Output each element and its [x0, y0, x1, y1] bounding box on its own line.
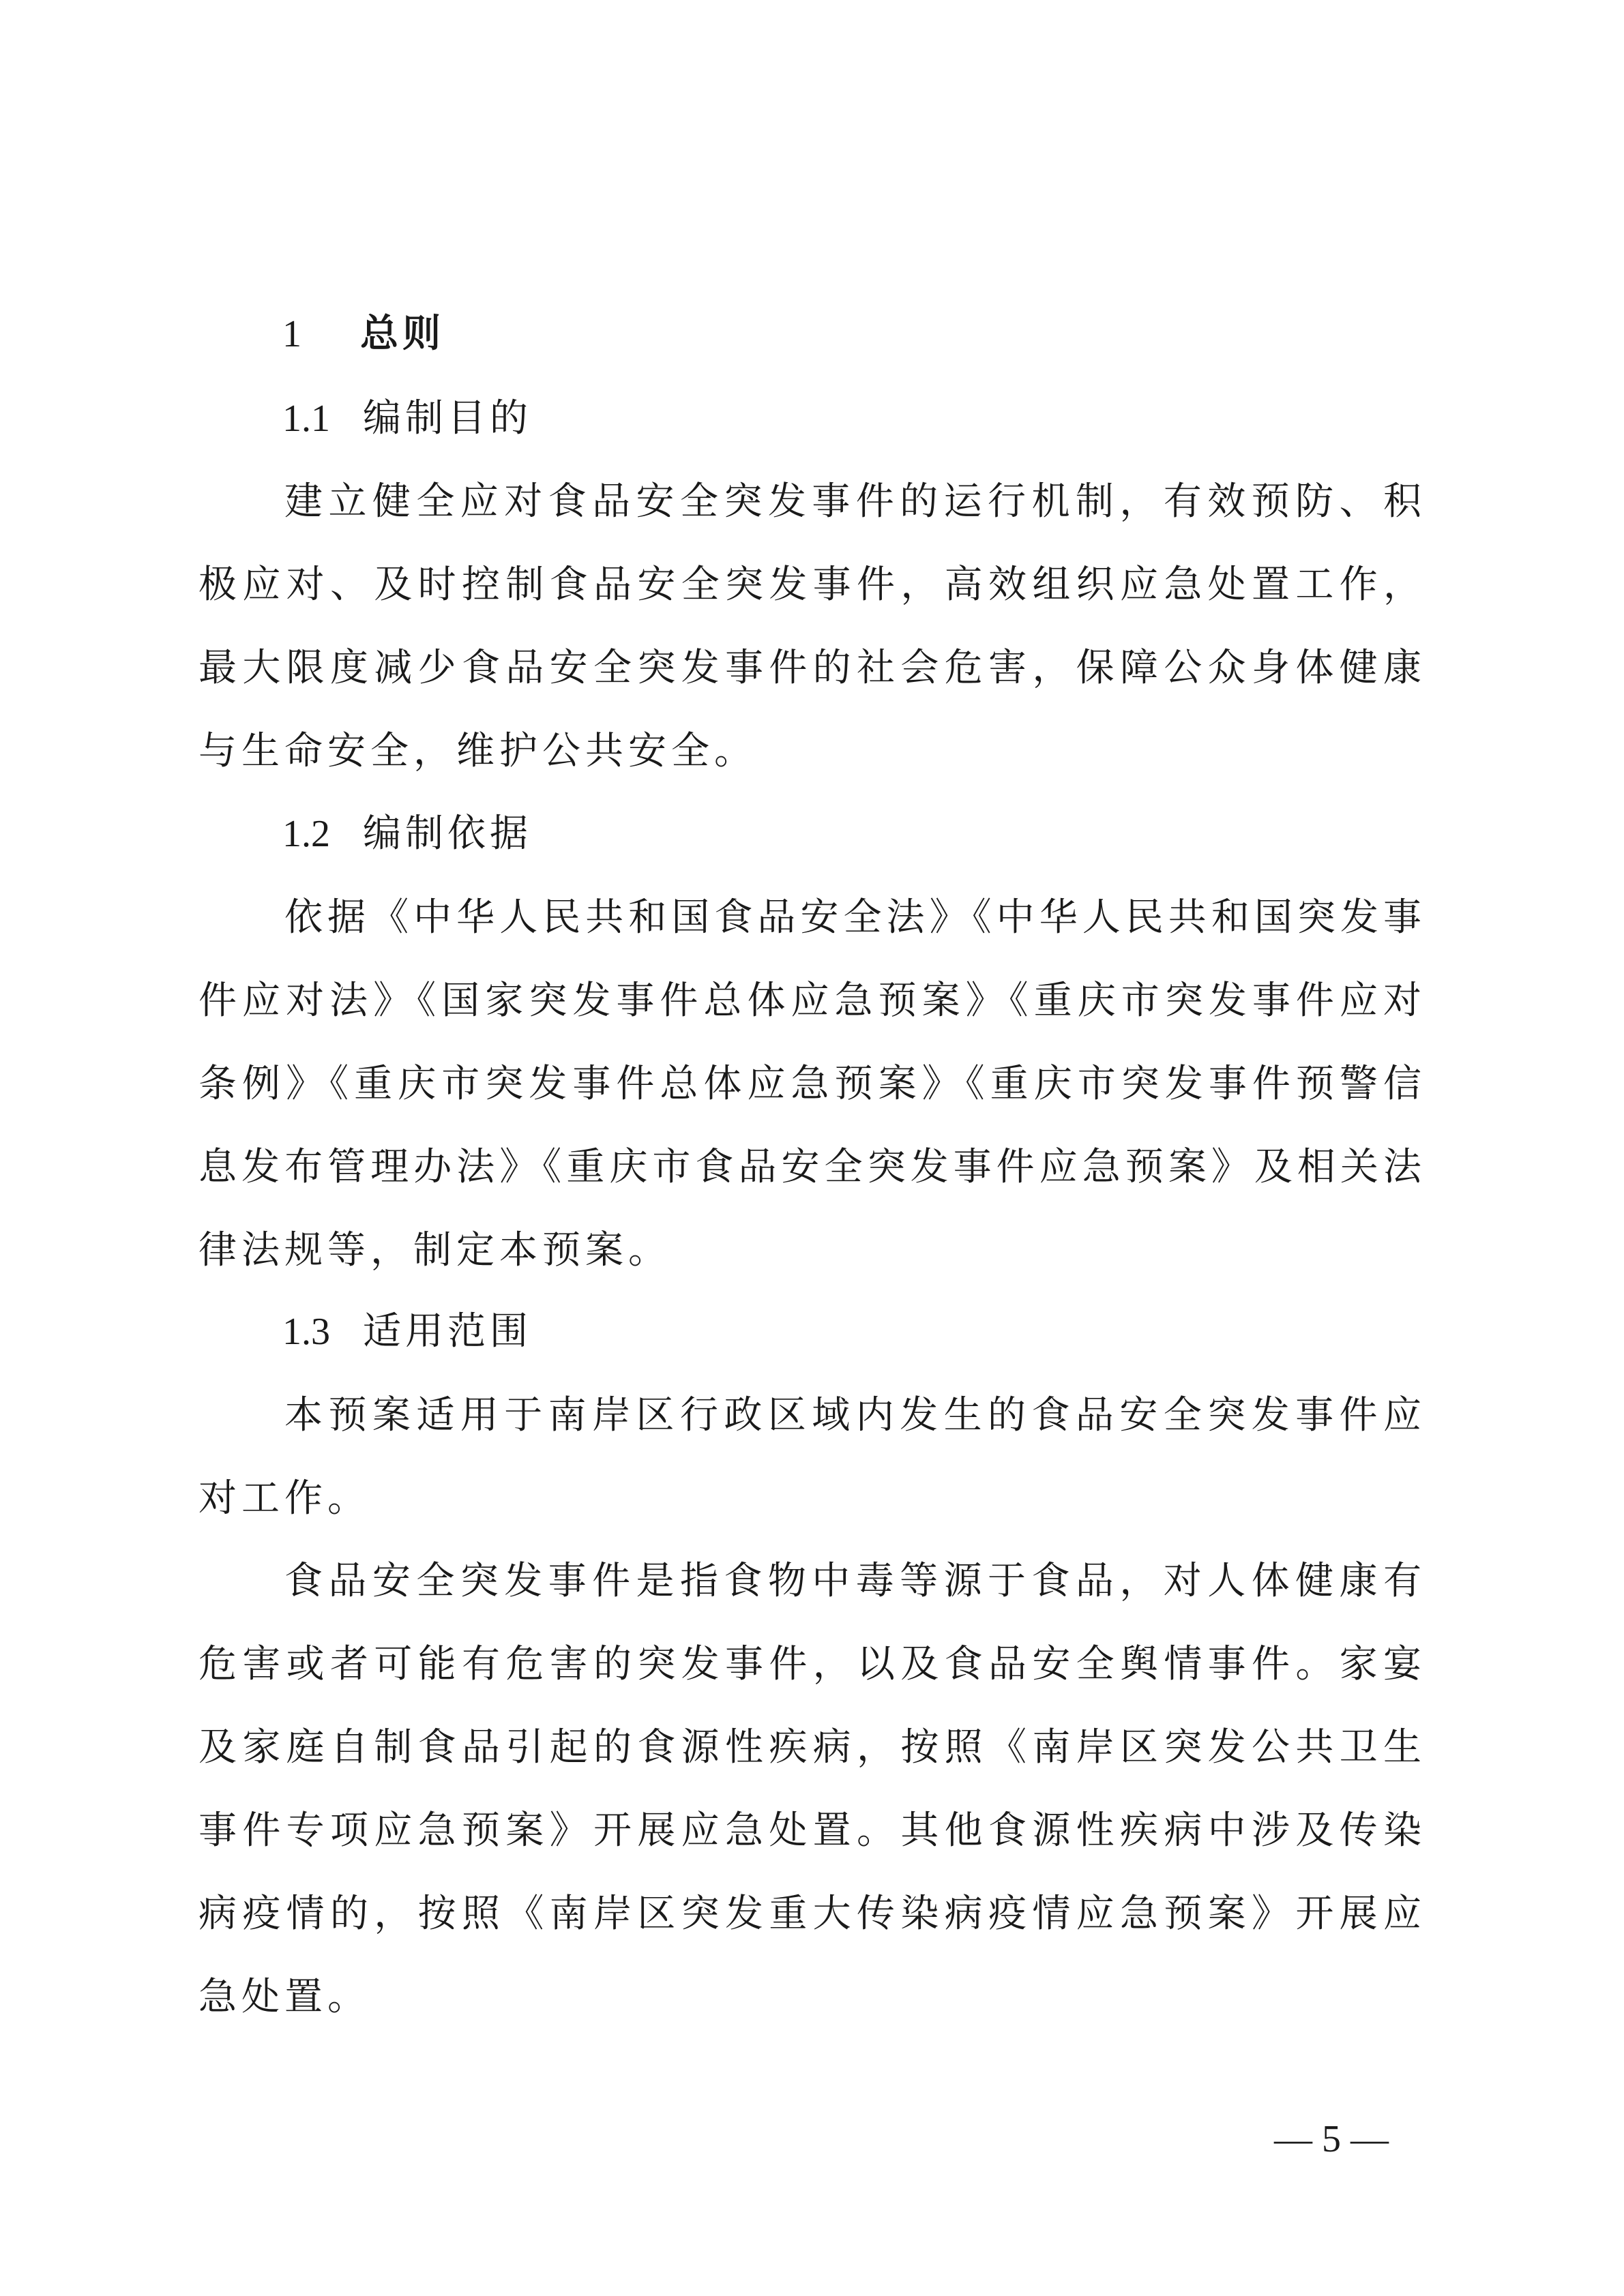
section-number: 1.2	[282, 813, 330, 855]
section-heading-1-2	[282, 810, 532, 858]
section-title: 总则	[360, 312, 445, 356]
section-title: 编制目的	[363, 396, 532, 441]
section-heading-1-1	[282, 395, 532, 443]
paragraph-purpose: 建立健全应对食品安全突发事件的运行机制，有效预防、积极应对、及时控制食品安全突发事件，高效组织应急处置工作，最大限度减少食品安全突发事件的社会危害，保障公众身体健康与生命安全，维护公共安全。	[198, 479, 1426, 773]
section-heading-1-3	[282, 1308, 532, 1356]
section-number: 1.1	[282, 398, 330, 440]
section-title: 编制依据	[363, 811, 532, 856]
page-number: — 5 —	[1274, 2118, 1389, 2160]
paragraph-definition: 食品安全突发事件是指食物中毒等源于食品，对人体健康有危害或者可能有危害的突发事件，以及食品安全舆情事件。家宴及家庭自制食品引起的食源性疾病，按照《南岸区突发公共卫生事件专项应急预案》开展应急处置。其他食源性疾病中涉及传染病疫情的，按照《南岸区突发重大传染病疫情应急预案》开展应急处置。	[198, 1559, 1426, 2019]
section-number: 1	[282, 313, 301, 355]
section-title: 适用范围	[363, 1309, 532, 1354]
section-number: 1.3	[282, 1311, 330, 1353]
section-heading-1	[282, 310, 445, 358]
paragraph-scope: 本预案适用于南岸区行政区域内发生的食品安全突发事件应对工作。	[198, 1393, 1426, 1521]
paragraph-basis: 依据《中华人民共和国食品安全法》《中华人民共和国突发事件应对法》《国家突发事件总体应急预案》《重庆市突发事件应对条例》《重庆市突发事件总体应急预案》《重庆市突发事件预警信息发布管理办法》《重庆市食品安全突发事件应急预案》及相关法律法规等，制定本预案。	[198, 895, 1426, 1272]
